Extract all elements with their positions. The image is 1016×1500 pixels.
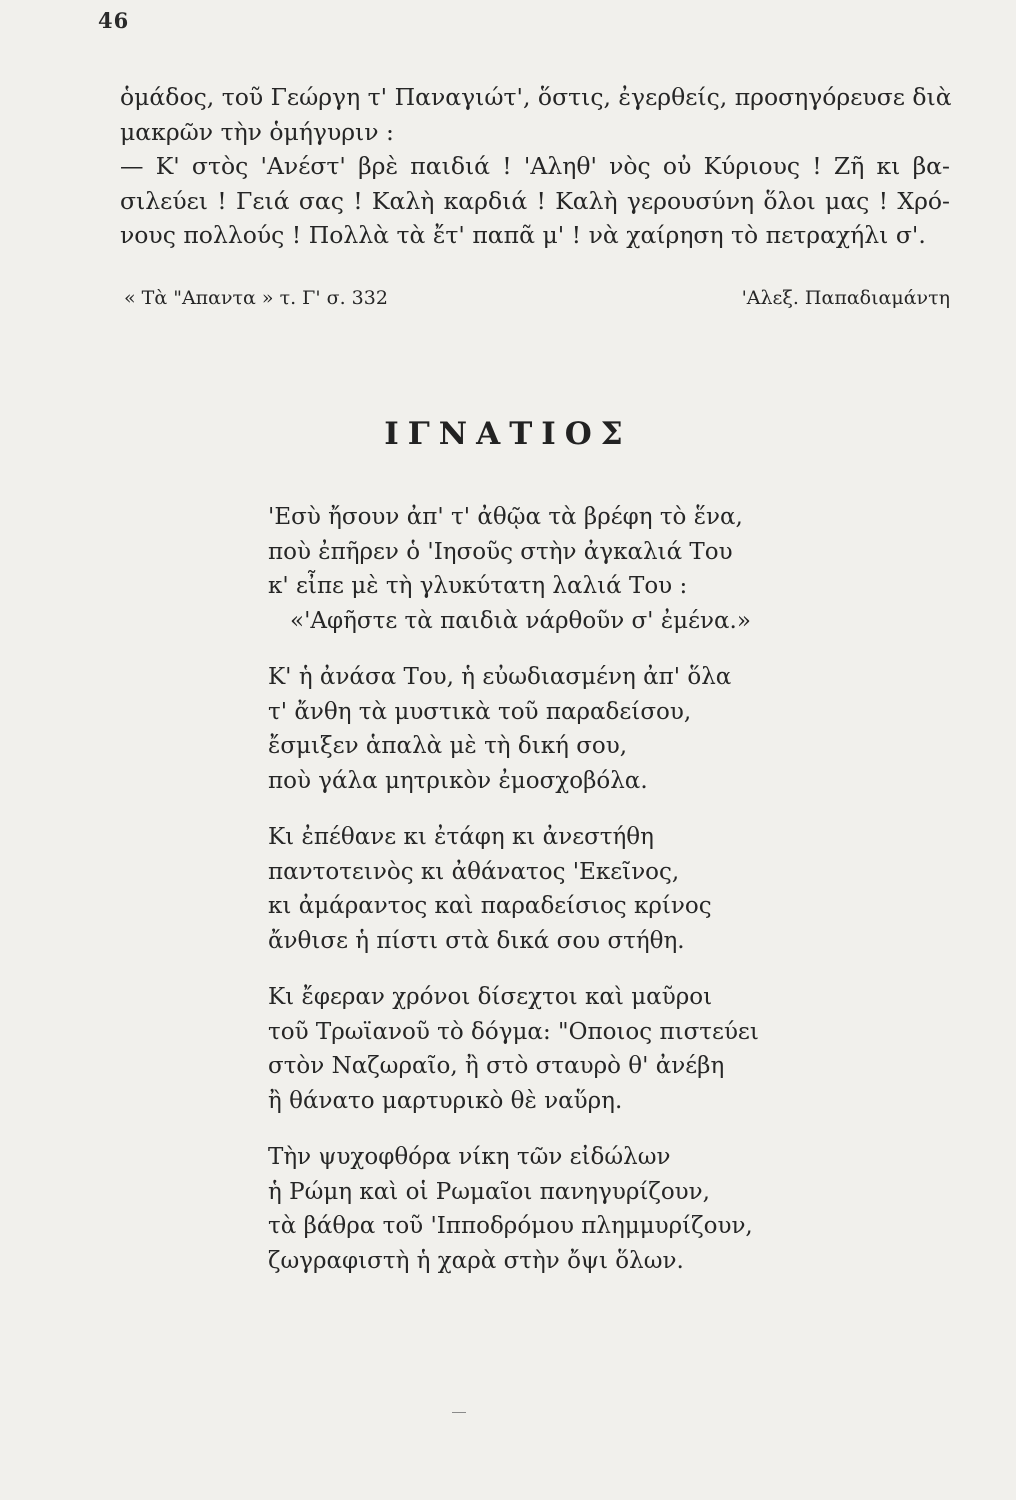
- verse-line: στὸν Ναζωραῖο, ἢ στὸ σταυρὸ θ' ἀνέβη: [268, 1053, 725, 1079]
- verse-line: Κ' ἡ ἀνάσα Του, ἡ εὐωδιασμένη ἀπ' ὅλα: [268, 664, 732, 690]
- stanza: [268, 820, 828, 958]
- prose-line: μακρῶν τὴν ὁμήγυριν :: [120, 117, 394, 146]
- verse-line: «'Αφῆστε τὰ παιδιὰ νάρθοῦν σ' ἐμένα.»: [290, 607, 751, 634]
- verse-line: ποὺ ἐπῆρεν ὁ 'Ιησοῦς στὴν ἀγκαλιά Του: [268, 538, 733, 565]
- citation-source: « Τὰ "Απαντα » τ. Γ' σ. 332: [124, 287, 388, 309]
- verse-line: τὰ βάθρα τοῦ 'Ιπποδρόμου πλημμυρίζουν,: [268, 1213, 753, 1239]
- verse-line: τ' ἄνθη τὰ μυστικὰ τοῦ παραδείσου,: [268, 698, 692, 725]
- stanza: [268, 980, 828, 1118]
- verse-line: 'Εσὺ ἤσουν ἀπ' τ' ἀθῷα τὰ βρέφη τὸ ἕνα,: [268, 504, 743, 530]
- verse-line: ἄνθισε ἡ πίστι στὰ δικά σου στήθη.: [268, 927, 685, 954]
- stanza: [268, 660, 828, 798]
- stanza: [268, 500, 828, 638]
- verse-line: παντοτεινὸς κι ἀθάνατος 'Εκεῖνος,: [268, 858, 680, 885]
- poem-title: ΙΓΝΑΤΙΟΣ: [384, 416, 632, 452]
- verse-line: ἔσμιξεν ἁπαλὰ μὲ τὴ δική σου,: [268, 733, 628, 759]
- prose-line: νους πολλούς ! Πολλὰ τὰ ἔτ' παπᾶ μ' ! νὰ χαίρηση τὸ πετραχήλι σ'.: [120, 221, 926, 249]
- page-number: 46: [98, 8, 130, 33]
- verse-line: Κι ἐπέθανε κι ἐτάφη κι ἀνεστήθη: [268, 824, 654, 850]
- prose-line: — Κ' στὸς 'Ανέστ' βρὲ παιδιά ! 'Αληθ' νὸς οὐ Κύριους ! Ζῆ κι βα-: [120, 152, 950, 180]
- verse-line: κι ἀμάραντος καὶ παραδείσιος κρίνος: [268, 893, 712, 919]
- prose-line: σιλεύει ! Γειά σας ! Καλὴ καρδιά ! Καλὴ γερουσύνη ὅλοι μας ! Χρό-: [120, 186, 950, 215]
- verse-line: ποὺ γάλα μητρικὸν ἐμοσχοβόλα.: [268, 767, 648, 794]
- verse-line: Τὴν ψυχοφθόρα νίκη τῶν εἰδώλων: [268, 1144, 671, 1170]
- verse-line: τοῦ Τρωϊανοῦ τὸ δόγμα: "Οποιος πιστεύει: [268, 1018, 759, 1045]
- verse-line: κ' εἶπε μὲ τὴ γλυκύτατη λαλιά Του :: [268, 573, 688, 599]
- poem-body: [268, 500, 828, 1300]
- verse-line: ἢ θάνατο μαρτυρικὸ θὲ ναὕρη.: [268, 1087, 623, 1114]
- footer-rule: [452, 1412, 466, 1413]
- verse-line: ἡ Ρώμη καὶ οἱ Ρωμαῖοι πανηγυρίζουν,: [268, 1178, 710, 1205]
- verse-line: Κι ἔφεραν χρόνοι δίσεχτοι καὶ μαῦροι: [268, 984, 713, 1010]
- prose-line: ὁμάδος, τοῦ Γεώργη τ' Παναγιώτ', ὅστις, ἐγερθείς, προσηγόρευσε διὰ: [120, 83, 952, 111]
- stanza: [268, 1140, 828, 1278]
- citation-author: 'Αλεξ. Παπαδιαμάντη: [741, 287, 950, 309]
- prose-paragraph: [120, 80, 950, 253]
- verse-line: ζωγραφιστὴ ἡ χαρὰ στὴν ὄψι ὅλων.: [268, 1247, 684, 1274]
